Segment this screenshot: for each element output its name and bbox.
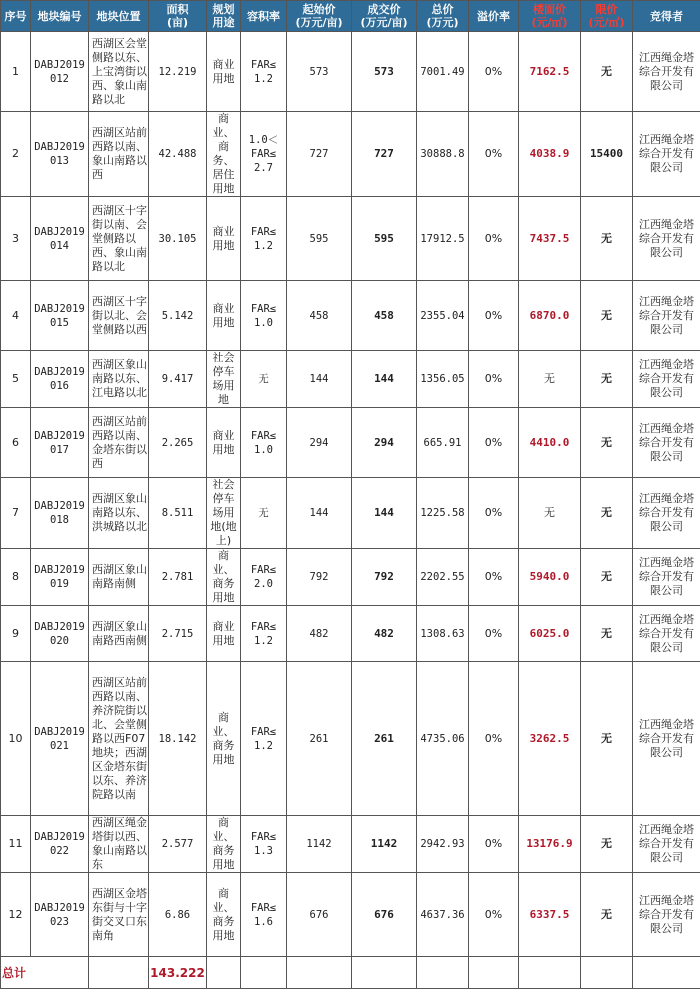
- row-use: 社会停车场用地: [207, 351, 241, 408]
- row-seq: 10: [1, 662, 31, 816]
- row-limit-price: 无: [581, 351, 633, 408]
- row-far: FAR≤ 1.2: [241, 606, 287, 662]
- row-winner: 江西绳金塔综合开发有限公司: [633, 816, 700, 873]
- row-location: 西湖区站前西路以南、象山南路以西: [89, 112, 149, 197]
- row-location: 西湖区绳金塔街以西、象山南路以东: [89, 816, 149, 873]
- row-code: DABJ2019 017: [31, 408, 89, 478]
- row-code: DABJ2019 013: [31, 112, 89, 197]
- col-far: 容积率: [241, 1, 287, 32]
- row-seq: 8: [1, 549, 31, 606]
- row-premium: 0%: [469, 112, 519, 197]
- row-limit-price: 无: [581, 816, 633, 873]
- row-start-price: 573: [287, 32, 352, 112]
- row-limit-price: 15400: [581, 112, 633, 197]
- row-area: 2.577: [149, 816, 207, 873]
- row-code: DABJ2019 014: [31, 197, 89, 281]
- table-row: [1, 281, 700, 351]
- row-floor-price: 6870.0: [519, 281, 581, 351]
- col-start-price: 起始价 (万元/亩): [287, 1, 352, 32]
- row-use: 商业、商务用地: [207, 873, 241, 957]
- row-use: 商业用地: [207, 197, 241, 281]
- row-winner: 江西绳金塔综合开发有限公司: [633, 478, 700, 549]
- row-area: 18.142: [149, 662, 207, 816]
- row-winner: 江西绳金塔综合开发有限公司: [633, 197, 700, 281]
- col-winner: 竞得者: [633, 1, 700, 32]
- row-location: 西湖区站前西路以南、金塔东街以西: [89, 408, 149, 478]
- row-deal-price: 727: [352, 112, 417, 197]
- total-empty-cell: [469, 957, 519, 989]
- row-floor-price: 7437.5: [519, 197, 581, 281]
- row-total-price: 665.91: [417, 408, 469, 478]
- row-area: 8.511: [149, 478, 207, 549]
- row-floor-price: 6337.5: [519, 873, 581, 957]
- total-empty-cell: [519, 957, 581, 989]
- col-code: 地块编号: [31, 1, 89, 32]
- row-location: 西湖区象山南路以东、江电路以北: [89, 351, 149, 408]
- row-limit-price: 无: [581, 408, 633, 478]
- row-far: FAR≤ 1.2: [241, 32, 287, 112]
- row-start-price: 144: [287, 351, 352, 408]
- row-location: 西湖区象山南路西南侧: [89, 606, 149, 662]
- row-use: 商业用地: [207, 606, 241, 662]
- table-row: [1, 549, 700, 606]
- row-start-price: 261: [287, 662, 352, 816]
- row-total-price: 4735.06: [417, 662, 469, 816]
- row-seq: 3: [1, 197, 31, 281]
- row-far: FAR≤ 1.2: [241, 662, 287, 816]
- row-area: 12.219: [149, 32, 207, 112]
- row-limit-price: 无: [581, 549, 633, 606]
- total-row: [1, 957, 700, 989]
- row-deal-price: 144: [352, 351, 417, 408]
- row-use: 商业用地: [207, 32, 241, 112]
- row-deal-price: 792: [352, 549, 417, 606]
- row-floor-price: 5940.0: [519, 549, 581, 606]
- row-premium: 0%: [469, 662, 519, 816]
- row-location: 西湖区象山南路以东、洪城路以北: [89, 478, 149, 549]
- row-total-price: 30888.8: [417, 112, 469, 197]
- row-premium: 0%: [469, 816, 519, 873]
- row-floor-price: 4038.9: [519, 112, 581, 197]
- table-row: [1, 112, 700, 197]
- col-premium: 溢价率: [469, 1, 519, 32]
- row-deal-price: 1142: [352, 816, 417, 873]
- table-row: [1, 816, 700, 873]
- row-code: DABJ2019 012: [31, 32, 89, 112]
- row-location: 西湖区会堂侧路以东、上宝湾街以西、象山南路以北: [89, 32, 149, 112]
- row-seq: 7: [1, 478, 31, 549]
- row-limit-price: 无: [581, 662, 633, 816]
- row-deal-price: 458: [352, 281, 417, 351]
- row-premium: 0%: [469, 197, 519, 281]
- row-far: 无: [241, 351, 287, 408]
- total-empty-cell: [287, 957, 352, 989]
- row-seq: 2: [1, 112, 31, 197]
- row-floor-price: 无: [519, 351, 581, 408]
- col-limit-price: 限价 (元/㎡): [581, 1, 633, 32]
- row-area: 6.86: [149, 873, 207, 957]
- row-area: 9.417: [149, 351, 207, 408]
- total-label: 总计: [1, 957, 89, 989]
- row-limit-price: 无: [581, 873, 633, 957]
- row-premium: 0%: [469, 478, 519, 549]
- row-seq: 6: [1, 408, 31, 478]
- row-start-price: 727: [287, 112, 352, 197]
- row-floor-price: 13176.9: [519, 816, 581, 873]
- table-row: [1, 662, 700, 816]
- row-limit-price: 无: [581, 478, 633, 549]
- row-area: 5.142: [149, 281, 207, 351]
- row-winner: 江西绳金塔综合开发有限公司: [633, 408, 700, 478]
- row-floor-price: 无: [519, 478, 581, 549]
- total-empty-cell: [241, 957, 287, 989]
- row-start-price: 676: [287, 873, 352, 957]
- row-location: 西湖区象山南路南侧: [89, 549, 149, 606]
- col-seq: 序号: [1, 1, 31, 32]
- row-start-price: 1142: [287, 816, 352, 873]
- row-location: 西湖区十字街以南、会堂侧路以西、象山南路以北: [89, 197, 149, 281]
- col-total-price: 总价 (万元): [417, 1, 469, 32]
- row-floor-price: 3262.5: [519, 662, 581, 816]
- row-winner: 江西绳金塔综合开发有限公司: [633, 351, 700, 408]
- row-total-price: 17912.5: [417, 197, 469, 281]
- row-total-price: 7001.49: [417, 32, 469, 112]
- row-use: 商业用地: [207, 281, 241, 351]
- total-empty-cell: [581, 957, 633, 989]
- row-total-price: 4637.36: [417, 873, 469, 957]
- col-location: 地块位置: [89, 1, 149, 32]
- row-far: FAR≤ 1.3: [241, 816, 287, 873]
- total-area: 143.222: [149, 957, 207, 989]
- row-code: DABJ2019 022: [31, 816, 89, 873]
- col-use: 规划 用途: [207, 1, 241, 32]
- total-empty-cell: [417, 957, 469, 989]
- row-code: DABJ2019 015: [31, 281, 89, 351]
- row-far: 1.0＜ FAR≤ 2.7: [241, 112, 287, 197]
- row-premium: 0%: [469, 32, 519, 112]
- row-total-price: 2202.55: [417, 549, 469, 606]
- table-row: [1, 606, 700, 662]
- row-far: FAR≤ 2.0: [241, 549, 287, 606]
- total-empty-cell: [89, 957, 149, 989]
- row-start-price: 294: [287, 408, 352, 478]
- table-row: [1, 351, 700, 408]
- row-code: DABJ2019 018: [31, 478, 89, 549]
- total-empty-cell: [633, 957, 700, 989]
- row-winner: 江西绳金塔综合开发有限公司: [633, 662, 700, 816]
- row-premium: 0%: [469, 281, 519, 351]
- total-empty-cell: [352, 957, 417, 989]
- row-code: DABJ2019 019: [31, 549, 89, 606]
- row-far: FAR≤ 1.2: [241, 197, 287, 281]
- row-premium: 0%: [469, 606, 519, 662]
- row-code: DABJ2019 021: [31, 662, 89, 816]
- table-row: [1, 478, 700, 549]
- row-deal-price: 294: [352, 408, 417, 478]
- row-floor-price: 4410.0: [519, 408, 581, 478]
- row-premium: 0%: [469, 873, 519, 957]
- row-area: 2.715: [149, 606, 207, 662]
- col-area: 面积 (亩): [149, 1, 207, 32]
- row-code: DABJ2019 016: [31, 351, 89, 408]
- row-seq: 9: [1, 606, 31, 662]
- row-start-price: 482: [287, 606, 352, 662]
- row-far: FAR≤ 1.0: [241, 281, 287, 351]
- row-limit-price: 无: [581, 606, 633, 662]
- row-far: FAR≤ 1.0: [241, 408, 287, 478]
- row-limit-price: 无: [581, 281, 633, 351]
- row-use: 商业、商务用地: [207, 816, 241, 873]
- row-floor-price: 7162.5: [519, 32, 581, 112]
- row-deal-price: 676: [352, 873, 417, 957]
- row-use: 社会停车场用地(地上): [207, 478, 241, 549]
- row-winner: 江西绳金塔综合开发有限公司: [633, 606, 700, 662]
- row-deal-price: 144: [352, 478, 417, 549]
- row-seq: 11: [1, 816, 31, 873]
- row-deal-price: 595: [352, 197, 417, 281]
- row-far: FAR≤ 1.6: [241, 873, 287, 957]
- row-start-price: 595: [287, 197, 352, 281]
- row-floor-price: 6025.0: [519, 606, 581, 662]
- row-far: 无: [241, 478, 287, 549]
- row-total-price: 2355.04: [417, 281, 469, 351]
- col-floor-price: 楼面价 (元/㎡): [519, 1, 581, 32]
- row-total-price: 1225.58: [417, 478, 469, 549]
- row-premium: 0%: [469, 549, 519, 606]
- row-area: 2.781: [149, 549, 207, 606]
- row-seq: 5: [1, 351, 31, 408]
- col-deal-price: 成交价 (万元/亩): [352, 1, 417, 32]
- row-deal-price: 573: [352, 32, 417, 112]
- row-winner: 江西绳金塔综合开发有限公司: [633, 112, 700, 197]
- row-area: 30.105: [149, 197, 207, 281]
- header-row: [1, 1, 700, 32]
- row-use: 商业、商务用地: [207, 549, 241, 606]
- table-row: [1, 873, 700, 957]
- row-seq: 4: [1, 281, 31, 351]
- row-premium: 0%: [469, 408, 519, 478]
- row-premium: 0%: [469, 351, 519, 408]
- row-use: 商业用地: [207, 408, 241, 478]
- row-start-price: 144: [287, 478, 352, 549]
- row-winner: 江西绳金塔综合开发有限公司: [633, 32, 700, 112]
- row-start-price: 792: [287, 549, 352, 606]
- row-winner: 江西绳金塔综合开发有限公司: [633, 281, 700, 351]
- row-use: 商业、商务用地: [207, 662, 241, 816]
- row-deal-price: 261: [352, 662, 417, 816]
- row-location: 西湖区十字街以北、会堂侧路以西: [89, 281, 149, 351]
- row-location: 西湖区金塔东街与十字街交叉口东南角: [89, 873, 149, 957]
- row-winner: 江西绳金塔综合开发有限公司: [633, 873, 700, 957]
- row-limit-price: 无: [581, 32, 633, 112]
- row-area: 42.488: [149, 112, 207, 197]
- row-total-price: 1356.05: [417, 351, 469, 408]
- table-row: [1, 408, 700, 478]
- row-area: 2.265: [149, 408, 207, 478]
- total-empty-cell: [207, 957, 241, 989]
- row-seq: 12: [1, 873, 31, 957]
- row-code: DABJ2019 023: [31, 873, 89, 957]
- row-location: 西湖区站前西路以南、养济院街以北、会堂侧路以西F07地块；西湖区金塔东街以东、养济院路以南: [89, 662, 149, 816]
- table-row: [1, 197, 700, 281]
- row-start-price: 458: [287, 281, 352, 351]
- row-limit-price: 无: [581, 197, 633, 281]
- row-use: 商业、商务、居住用地: [207, 112, 241, 197]
- table-row: [1, 32, 700, 112]
- row-total-price: 2942.93: [417, 816, 469, 873]
- table-body: [1, 32, 700, 989]
- row-total-price: 1308.63: [417, 606, 469, 662]
- row-code: DABJ2019 020: [31, 606, 89, 662]
- row-winner: 江西绳金塔综合开发有限公司: [633, 549, 700, 606]
- row-deal-price: 482: [352, 606, 417, 662]
- row-seq: 1: [1, 32, 31, 112]
